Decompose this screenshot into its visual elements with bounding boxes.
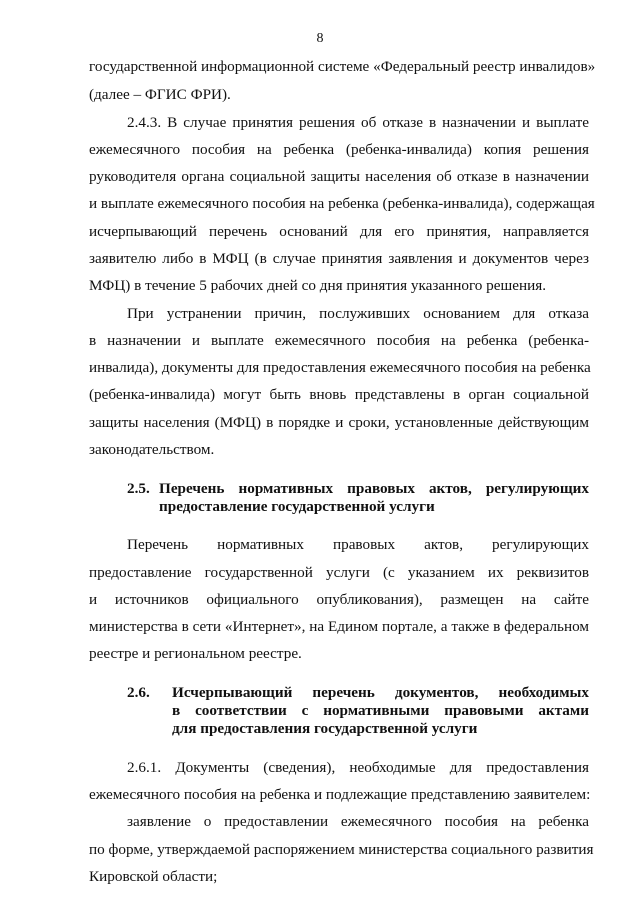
- text-line: инвалида), документы для предоставления ежемесячного пособия на ребенка: [89, 359, 591, 376]
- page-number: 8: [316, 31, 324, 46]
- text-line: (ребенка-инвалида) могут быть вновь представлены в орган социальной: [89, 386, 589, 403]
- section-2-6-title-line: для предоставления государственной услуги: [172, 720, 478, 737]
- text-line: законодательством.: [89, 441, 215, 458]
- text-line: заявителю либо в МФЦ (в случае принятия заявления и документов через: [89, 250, 589, 267]
- section-2-6-body-line: по форме, утверждаемой распоряжением министерства социального развития: [89, 841, 594, 858]
- paragraph-start: При устранении причин, послуживших основанием для отказа: [127, 305, 589, 322]
- section-2-6-body-line: 2.6.1. Документы (сведения), необходимые для предоставления: [127, 759, 589, 776]
- section-2-5-body-line: Перечень нормативных правовых актов, регулирующих: [127, 536, 589, 553]
- section-2-5-body-line: министерства в сети «Интернет», на Едином портале, а также в федеральном: [89, 618, 589, 635]
- section-2-5-number: 2.5.: [127, 480, 150, 497]
- text-line: государственной информационной системе «Федеральный реестр инвалидов»: [89, 58, 596, 75]
- section-2-5-body-line: реестре и региональном реестре.: [89, 645, 302, 662]
- text-line: и выплате ежемесячного пособия на ребенка (ребенка-инвалида), содержащая: [89, 195, 595, 212]
- text-line: защиты населения (МФЦ) в порядке и сроки, установленные действующим: [89, 414, 589, 431]
- section-2-5-title-line: Перечень нормативных правовых актов, регулирующих: [159, 480, 589, 497]
- section-2-6-body-line: заявление о предоставлении ежемесячного пособия на ребенка: [127, 813, 589, 830]
- text-line: исчерпывающий перечень оснований для его принятия, направляется: [89, 223, 589, 240]
- section-2-5-body-line: предоставление государственной услуги (с указанием их реквизитов: [89, 564, 589, 581]
- text-line: руководителя органа социальной защиты населения об отказе в назначении: [89, 168, 589, 185]
- paragraph-2-4-3-start: 2.4.3. В случае принятия решения об отказе в назначении и выплате: [127, 114, 589, 131]
- section-2-6-title-line: в соответствии с нормативными правовыми актами: [172, 702, 589, 719]
- section-2-6-number: 2.6.: [127, 684, 150, 701]
- section-2-6-body-line: ежемесячного пособия на ребенка и подлежащие представлению заявителем:: [89, 786, 591, 803]
- section-2-6-title-line: Исчерпывающий перечень документов, необходимых: [172, 684, 589, 701]
- section-2-6-body-line: Кировской области;: [89, 868, 218, 885]
- section-2-5-title-line: предоставление государственной услуги: [159, 498, 435, 515]
- text-line: ежемесячного пособия на ребенка (ребенка-инвалида) копия решения: [89, 141, 589, 158]
- text-line: в назначении и выплате ежемесячного пособия на ребенка (ребенка-: [89, 332, 589, 349]
- text-line: МФЦ) в течение 5 рабочих дней со дня принятия указанного решения.: [89, 277, 546, 294]
- section-2-5-body-line: и источников официального опубликования), размещен на сайте: [89, 591, 589, 608]
- text-line: (далее – ФГИС ФРИ).: [89, 86, 231, 103]
